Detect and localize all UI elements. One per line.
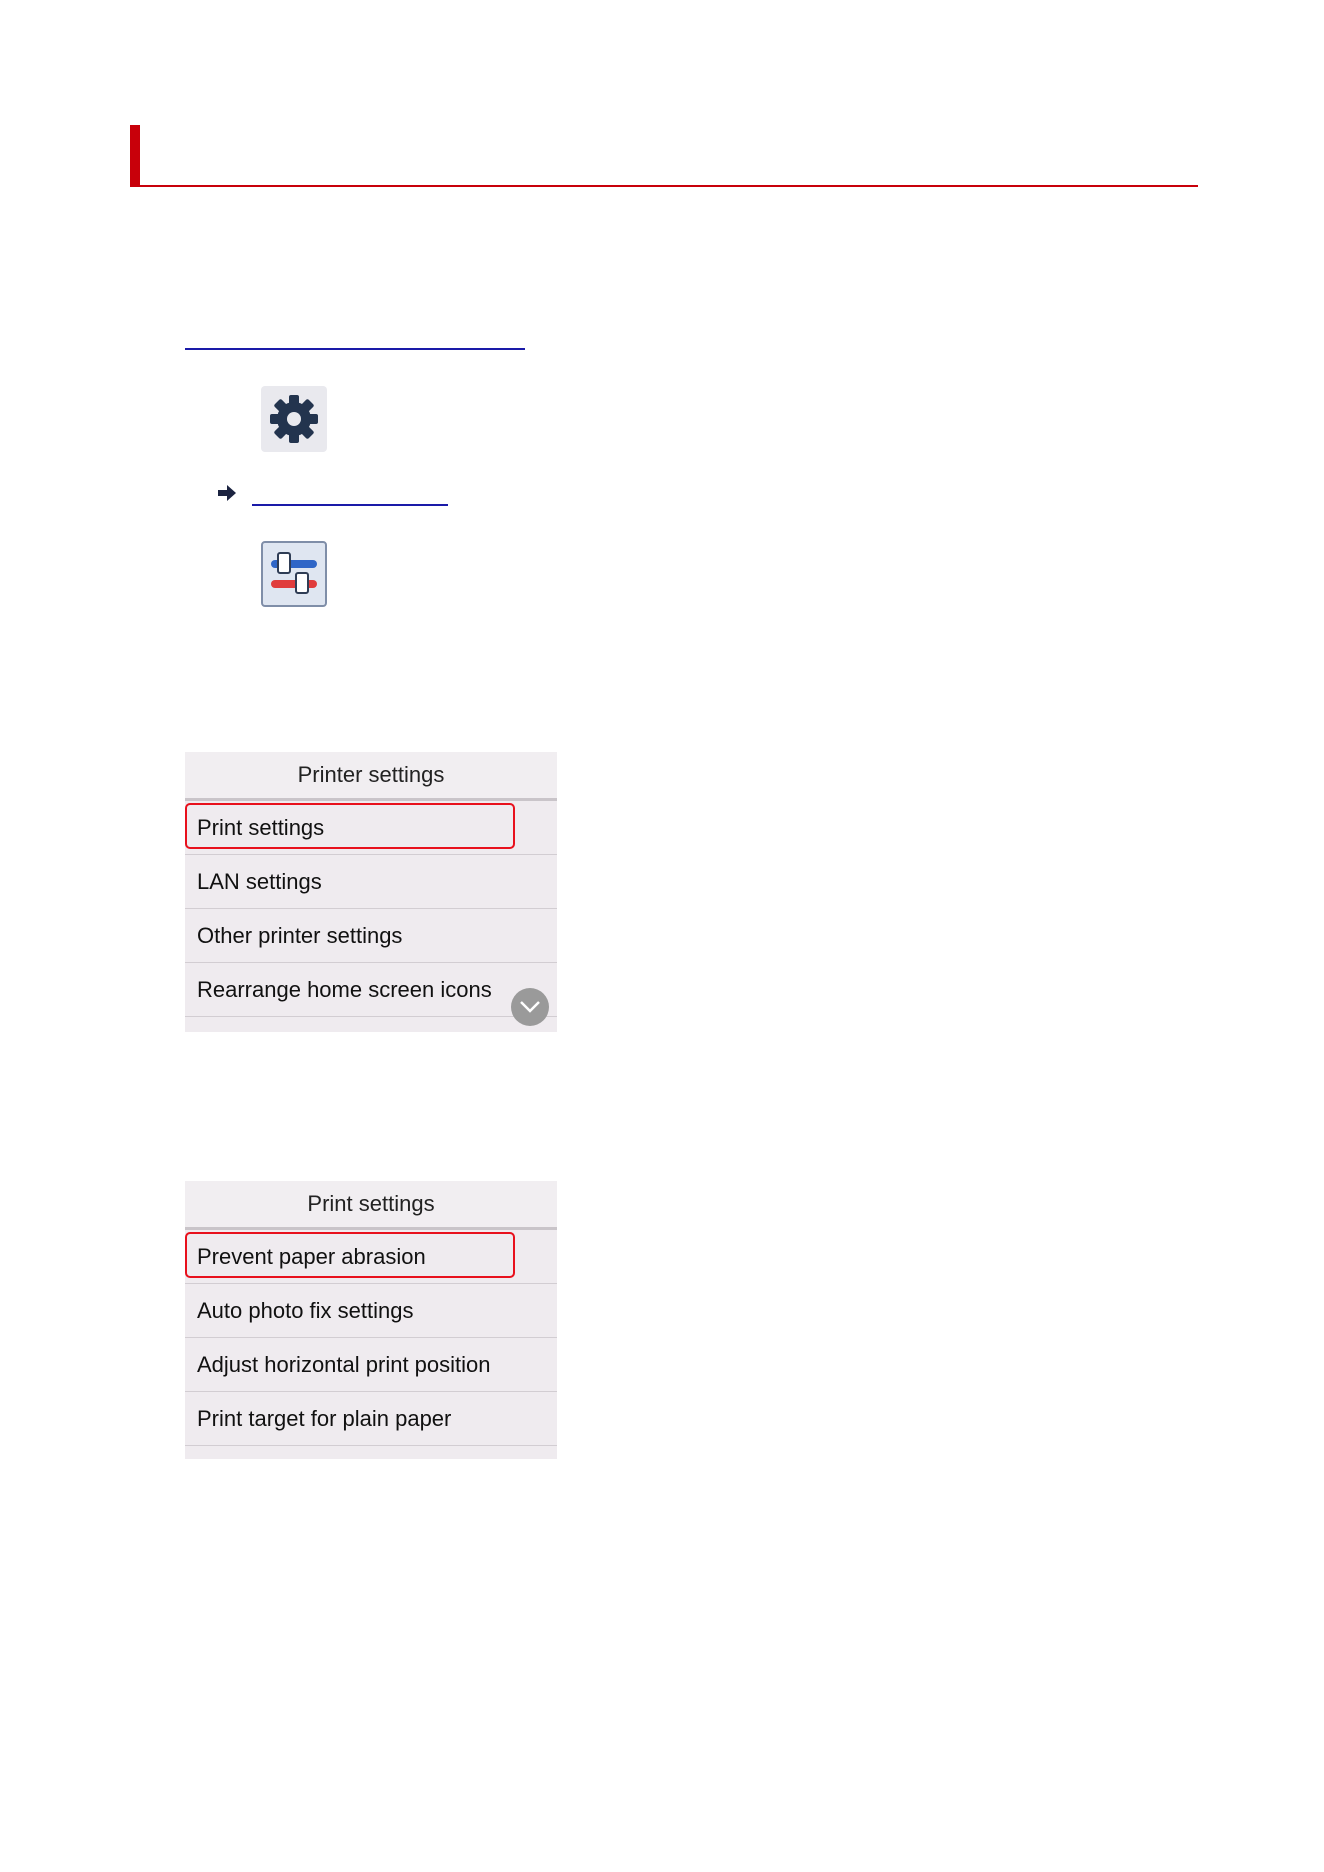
operation-panel-link[interactable] (252, 484, 448, 506)
menu-item-auto-photo-fix-settings[interactable] (185, 1284, 557, 1338)
menu-item-lan-settings[interactable] (185, 855, 557, 909)
arrow-right-icon (216, 482, 238, 504)
menu-item-prevent-paper-abrasion[interactable] (185, 1230, 557, 1284)
screen-title: Print settings (185, 1181, 557, 1230)
menu-item-print-target-for-plain-paper[interactable] (185, 1392, 557, 1446)
menu-item-label: Adjust horizontal print position (197, 1352, 491, 1377)
sliders-icon (263, 543, 325, 605)
print-settings-screen (185, 1181, 557, 1459)
scroll-down-button[interactable] (511, 988, 549, 1026)
settings-icon (261, 541, 327, 607)
menu-item-label: Other printer settings (197, 923, 403, 948)
menu-item-print-settings[interactable] (185, 801, 557, 855)
gear-icon (261, 386, 327, 452)
heading-accent-bar (130, 125, 140, 187)
screen-title: Printer settings (185, 752, 557, 801)
selection-highlight (185, 803, 515, 849)
menu-item-label: Prevent paper abrasion (197, 1244, 426, 1269)
menu-item-adjust-horizontal-print-position[interactable] (185, 1338, 557, 1392)
selection-highlight (185, 1232, 515, 1278)
menu-item-label: Print target for plain paper (197, 1406, 452, 1431)
menu-item-label: Rearrange home screen icons (197, 977, 492, 1002)
menu-item-label: Auto photo fix settings (197, 1298, 414, 1323)
menu-item-label: Print settings (197, 815, 325, 840)
menu-item-label: LAN settings (197, 869, 322, 894)
menu-item-other-printer-settings[interactable] (185, 909, 557, 963)
menu-item-rearrange-home-screen-icons[interactable] (185, 963, 557, 1017)
setup-icon (261, 386, 327, 452)
heading-rule (130, 185, 1198, 187)
chevron-down-icon (519, 1000, 541, 1014)
home-screen-link[interactable] (185, 326, 525, 350)
printer-settings-screen (185, 752, 557, 1032)
